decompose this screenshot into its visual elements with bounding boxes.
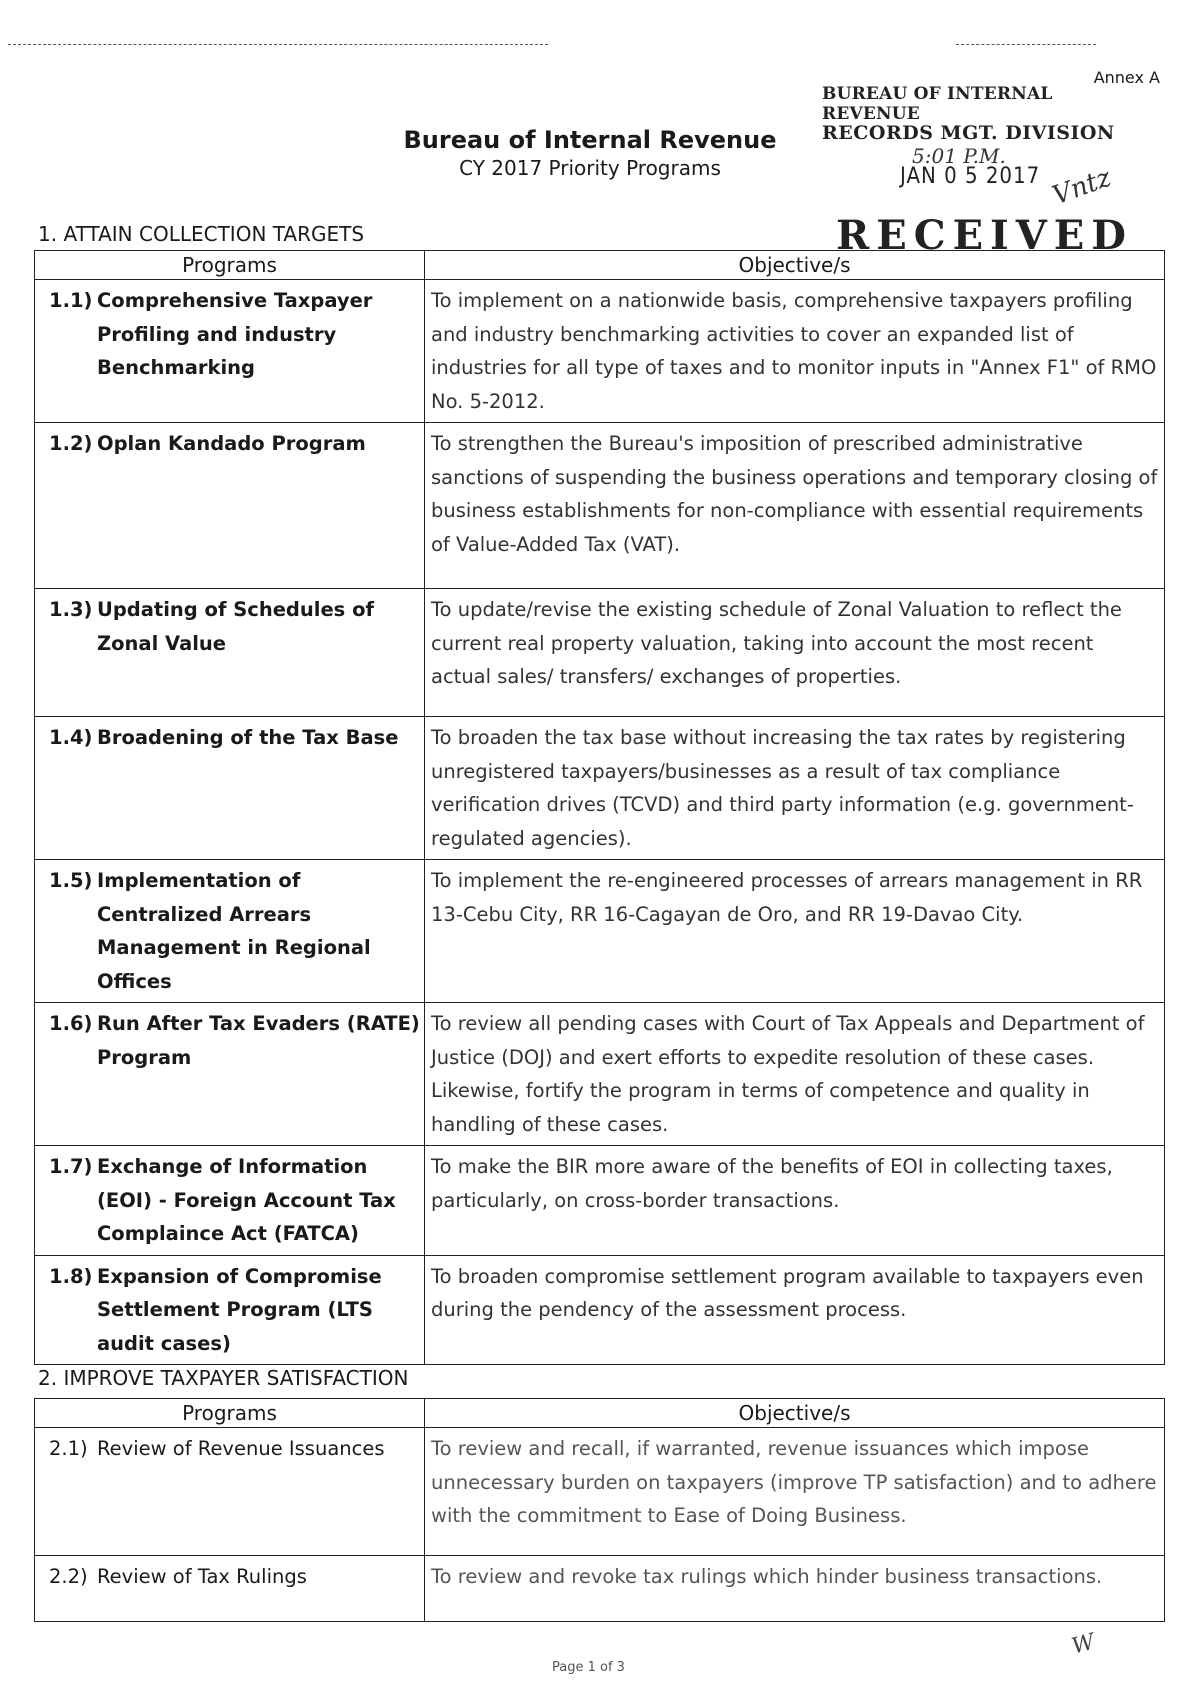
program-number: 2.1): [49, 1437, 88, 1460]
col-objectives-header: Objective/s: [425, 251, 1165, 280]
objective-cell: To strengthen the Bureau's imposition of prescribed administrative sanctions of suspending the business operations and temporary closing of business establishments for non-compliance with essential requirements of Value-Added Tax (VAT).: [425, 423, 1165, 589]
table-row: [35, 717, 1165, 860]
objective-cell: To review and revoke tax rulings which hinder business transactions.: [425, 1556, 1165, 1622]
program-cell: [35, 860, 425, 1003]
table-row: [35, 1556, 1165, 1622]
program-name: Run After Tax Evaders (RATE) Program: [97, 1012, 420, 1069]
table-row: [35, 1428, 1165, 1556]
program-name: Broadening of the Tax Base: [97, 726, 399, 749]
program-name: Exchange of Information (EOI) - Foreign Account Tax Complaince Act (FATCA): [97, 1155, 396, 1245]
program-name: Updating of Schedules of Zonal Value: [97, 598, 374, 655]
program-cell: [35, 1255, 425, 1365]
program-number: 1.8): [49, 1264, 93, 1288]
annex-label: Annex A: [1093, 68, 1160, 87]
program-cell: [35, 717, 425, 860]
col-objectives-header: Objective/s: [425, 1399, 1165, 1428]
program-number: 1.7): [49, 1155, 93, 1178]
objective-cell: To broaden the tax base without increasing the tax rates by registering unregistered taxpayers/businesses as a result of tax compliance verification drives (TCVD) and third party information (e.g. government-regulated agencies).: [425, 717, 1165, 860]
section-1-table: [34, 250, 1165, 1365]
program-name: Implementation of Centralized Arrears Management in Regional Offices: [97, 869, 371, 993]
document-header: [400, 126, 780, 180]
stamp-time: 5:01 P.M.: [912, 144, 1006, 168]
section-2-table: [34, 1398, 1165, 1622]
objective-cell: To implement on a nationwide basis, comprehensive taxpayers profiling and industry benchmarking activities to cover an expanded list of industries for all type of taxes and to monitor inputs in "Annex F1" of RMO No. 5-2012.: [425, 280, 1165, 423]
program-cell: [35, 423, 425, 589]
received-stamp: [822, 84, 1142, 259]
program-name: Review of Tax Rulings: [97, 1565, 307, 1588]
page-number: Page 1 of 3: [552, 1660, 625, 1675]
table-row: [35, 589, 1165, 717]
objective-cell: To broaden compromise settlement program available to taxpayers even during the pendency of the assessment process.: [425, 1255, 1165, 1365]
objective-cell: To review all pending cases with Court of Tax Appeals and Department of Justice (DOJ) and exert efforts to expedite resolution of these cases. Likewise, fortify the program in terms of competence and quality in handling of these cases.: [425, 1003, 1165, 1146]
document-subtitle: CY 2017 Priority Programs: [459, 156, 721, 180]
program-cell: [35, 589, 425, 717]
stamp-signature: Vntz: [1048, 162, 1116, 212]
table-row: [35, 1146, 1165, 1256]
table-row: [35, 1255, 1165, 1365]
section-2-heading: 2. IMPROVE TAXPAYER SATISFACTION: [38, 1366, 409, 1390]
program-number: 2.2): [49, 1565, 88, 1588]
col-programs-header: Programs: [35, 1399, 425, 1428]
table-header-row: [35, 1399, 1165, 1428]
program-cell: [35, 1003, 425, 1146]
stamp-agency: BUREAU OF INTERNAL REVENUE: [822, 84, 1053, 124]
program-cell: [35, 1146, 425, 1256]
table-row: [35, 860, 1165, 1003]
program-number: 1.1): [49, 289, 93, 312]
table-row: [35, 1003, 1165, 1146]
table-row: [35, 280, 1165, 423]
table-header-row: [35, 251, 1165, 280]
program-name: Expansion of Compromise Settlement Program (LTS audit cases): [97, 1264, 382, 1355]
stamp-received: RECEIVED: [836, 212, 1133, 259]
handwritten-initials: W: [1069, 1629, 1098, 1660]
program-number: 1.4): [49, 726, 93, 749]
col-programs-header: Programs: [35, 251, 425, 280]
table-row: [35, 423, 1165, 589]
program-number: 1.6): [49, 1012, 93, 1035]
scan-artifact-line: [956, 44, 1096, 45]
program-name: Oplan Kandado Program: [97, 432, 366, 455]
program-number: 1.3): [49, 598, 93, 621]
program-number: 1.2): [49, 432, 93, 455]
document-title: Bureau of Internal Revenue: [403, 126, 777, 154]
objective-cell: To implement the re-engineered processes of arrears management in RR 13-Cebu City, RR 16-Cagayan de Oro, and RR 19-Davao City.: [425, 860, 1165, 1003]
section-1-heading: 1. ATTAIN COLLECTION TARGETS: [38, 222, 365, 246]
stamp-date: JAN 0 5 2017: [900, 164, 1041, 189]
objective-cell: To review and recall, if warranted, revenue issuances which impose unnecessary burden on taxpayers (improve TP satisfaction) and to adhere with the commitment to Ease of Doing Business.: [425, 1428, 1165, 1556]
scan-artifact-line: [8, 44, 548, 45]
objective-cell: To make the BIR more aware of the benefits of EOI in collecting taxes, particularly, on cross-border transactions.: [425, 1146, 1165, 1256]
program-number: 1.5): [49, 869, 93, 892]
program-cell: [35, 280, 425, 423]
program-cell: [35, 1556, 425, 1622]
program-cell: [35, 1428, 425, 1556]
stamp-division: RECORDS MGT. DIVISION: [822, 122, 1115, 144]
program-name: Review of Revenue Issuances: [97, 1437, 385, 1460]
program-name: Comprehensive Taxpayer Profiling and industry Benchmarking: [97, 289, 373, 379]
objective-cell: To update/revise the existing schedule of Zonal Valuation to reflect the current real property valuation, taking into account the most recent actual sales/ transfers/ exchanges of properties.: [425, 589, 1165, 717]
